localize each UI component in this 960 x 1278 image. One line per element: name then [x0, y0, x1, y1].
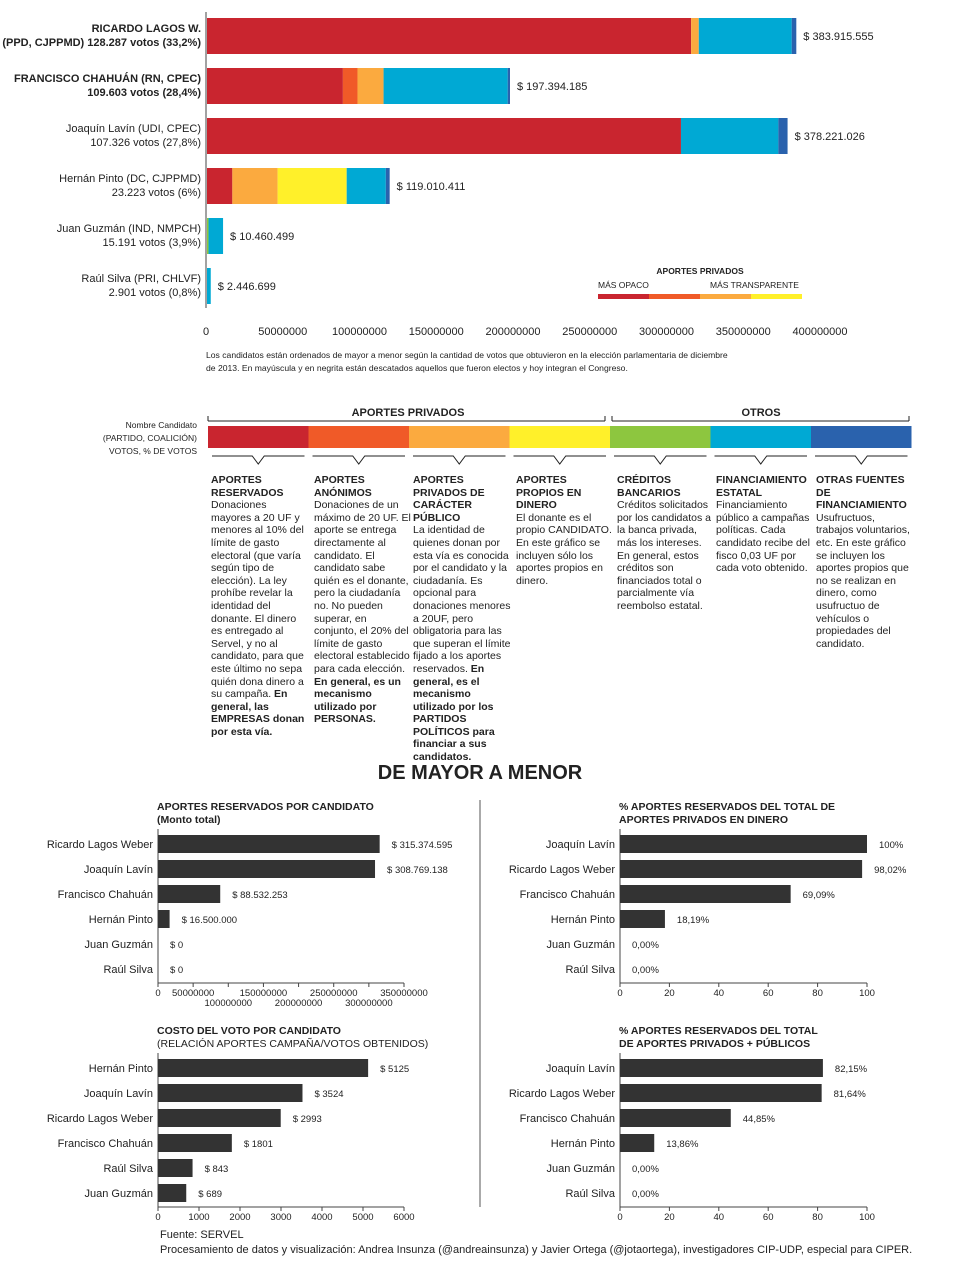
panel-category-label: Hernán Pinto	[550, 1138, 615, 1150]
panel-value-label: 0,00%	[632, 1164, 659, 1175]
panel-bar	[620, 910, 665, 928]
bar-panel	[509, 801, 907, 999]
panel-tick-label: 0	[617, 988, 623, 999]
panel-value-label: 81,64%	[833, 1089, 866, 1100]
key-label-party: (PARTIDO, COALICIÓN)	[102, 433, 197, 443]
stacked-bar-segment	[207, 168, 232, 204]
panel-bar	[620, 1084, 822, 1102]
legend-bracket	[413, 456, 506, 464]
legend-right-label: MÁS TRANSPARENTE	[710, 280, 799, 290]
panel-category-label: Francisco Chahuán	[519, 889, 615, 901]
panel-category-label: Juan Guzmán	[84, 1188, 153, 1200]
panel-category-label: Raúl Silva	[103, 1163, 153, 1175]
panel-tick-label: 100000000	[204, 998, 253, 1009]
stacked-bar-segment	[691, 18, 699, 54]
category-color-key	[0, 396, 960, 471]
panel-value-label: 100%	[879, 840, 904, 851]
panel-value-label: $ 689	[198, 1189, 223, 1200]
category-caracter-publico: APORTES PRIVADOS DE CARÁCTER PÚBLICO La identidad de quienes donan por esta vía es conocida por el candidato y la ciudadanía. Es opcional para donaciones menores a 20UF, pero obligatoria para las que superan el límite fijado a los aportes reservados. En general, es el mecanismo utilizado por los PARTIDOS POLÍTICOS para financiar a sus candidatos.	[413, 474, 511, 764]
bar-total-label: $ 383.915.555	[803, 31, 874, 43]
legend-color-swatch	[811, 426, 912, 448]
stacked-bar-segment	[508, 68, 510, 104]
stacked-bar-segment	[347, 168, 386, 204]
bar-panel	[47, 801, 453, 1009]
panel-category-label: Raúl Silva	[103, 964, 153, 976]
panel-category-label: Joaquín Lavín	[545, 1063, 615, 1075]
panel-value-label: 98,02%	[874, 865, 907, 876]
panel-value-label: $ 5125	[380, 1064, 410, 1075]
footer-source: Fuente: SERVEL	[160, 1229, 244, 1241]
candidate-votes-label: 107.326 votos (27,8%)	[90, 137, 201, 149]
x-tick-label: 150000000	[408, 326, 464, 338]
candidate-votes-label: 23.223 votos (6%)	[111, 187, 201, 199]
chart-note: de 2013. En mayúscula y en negrita están descatados aquellos que fueron electos y hoy integran el Congreso.	[206, 363, 628, 373]
panel-value-label: 69,09%	[802, 890, 835, 901]
stacked-bar-segment	[207, 68, 343, 104]
category-otras: OTRAS FUENTES DE FINANCIAMIENTO Usufructuos, trabajos voluntarios, etc. En este gráfico se incluyen los aportes propios que no se realizan en dinero, como usufructuo de vehículos o propiedades del candidato.	[816, 474, 910, 650]
panel-subtitle: (Monto total)	[157, 814, 221, 826]
panel-tick-label: 80	[812, 988, 823, 999]
legend-color-swatch	[309, 426, 410, 448]
panel-bar	[158, 835, 380, 853]
stacked-bar-segment	[232, 168, 277, 204]
stacked-bar-segment	[699, 18, 792, 54]
panel-title: % APORTES RESERVADOS DEL TOTAL DE	[619, 801, 836, 813]
panel-bar	[620, 835, 867, 853]
x-tick-label: 0	[202, 326, 210, 338]
candidate-row	[66, 118, 865, 154]
x-tick-label: 350000000	[715, 326, 771, 338]
panel-tick-label: 250000000	[309, 988, 358, 999]
panel-value-label: $ 0	[170, 965, 184, 976]
x-tick-label: 100000000	[331, 326, 388, 338]
panel-category-label: Ricardo Lagos Weber	[46, 839, 153, 851]
stacked-bar-segment	[384, 68, 508, 104]
panel-tick-label: 40	[713, 1212, 725, 1223]
legend-color-swatch	[208, 426, 309, 448]
panel-value-label: 44,85%	[742, 1114, 776, 1125]
panel-bar	[158, 860, 375, 878]
stacked-bar-segment	[207, 218, 209, 254]
key-label-name: Nombre Candidato	[125, 420, 197, 430]
panel-subtitle: DE APORTES PRIVADOS + PÚBLICOS	[619, 1038, 811, 1050]
panel-tick-label: 0	[155, 1212, 161, 1223]
panel-tick-label: 200000000	[274, 998, 323, 1009]
bar-panel	[509, 1025, 875, 1223]
bar-total-label: $ 378.221.026	[794, 131, 865, 143]
legend-color-swatch	[409, 426, 510, 448]
panel-tick-label: 20	[664, 988, 675, 999]
legend-swatch	[649, 294, 700, 299]
panel-category-label: Hernán Pinto	[550, 914, 615, 926]
panel-tick-label: 5000	[352, 1212, 374, 1223]
panel-tick-label: 2000	[229, 1212, 251, 1223]
panel-tick-label: 100	[859, 1212, 875, 1223]
candidate-name-label: Juan Guzmán (IND, NMPCH)	[56, 223, 201, 235]
panel-subtitle: (RELACIÓN APORTES CAMPAÑA/VOTOS OBTENIDOS)	[157, 1038, 429, 1050]
legend-color-swatch	[711, 426, 812, 448]
panel-tick-label: 3000	[270, 1212, 292, 1223]
category-estatal: FINANCIAMIENTO ESTATAL Financiamiento público a campañas políticas. Cada candidato recibe del fisco 0,03 UF por cada voto obtenido.	[716, 474, 810, 575]
panel-bar	[158, 1059, 368, 1077]
panel-tick-label: 40	[713, 988, 725, 999]
legend-bracket	[614, 456, 707, 464]
candidate-votes-label: 15.191 votos (3,9%)	[102, 237, 201, 249]
bar-total-label: $ 197.394.185	[517, 81, 588, 93]
bar-total-label: $ 119.010.411	[396, 181, 466, 193]
footer	[160, 1228, 912, 1258]
panel-bar	[158, 1134, 232, 1152]
panel-tick-label: 1000	[188, 1212, 210, 1223]
panel-tick-label: 80	[812, 1212, 823, 1223]
stacked-bar-segment	[386, 168, 390, 204]
panel-category-label: Joaquín Lavín	[83, 1088, 153, 1100]
stacked-bar-segment	[792, 18, 797, 54]
candidate-name-label: Hernán Pinto (DC, CJPPMD)	[59, 173, 201, 185]
panel-category-label: Francisco Chahuán	[519, 1113, 615, 1125]
panel-tick-label: 350000000	[380, 988, 428, 999]
panel-value-label: $ 843	[204, 1164, 229, 1175]
panel-value-label: 0,00%	[632, 940, 659, 951]
stacked-bar-segment	[357, 68, 383, 104]
panel-value-label: 82,15%	[834, 1064, 868, 1075]
legend-bracket	[212, 456, 305, 464]
panel-value-label: $ 2993	[292, 1114, 322, 1125]
panel-tick-label: 300000000	[345, 998, 393, 1009]
panel-value-label: 0,00%	[632, 965, 659, 976]
candidate-votes-label: 2.901 votos (0,8%)	[108, 287, 201, 299]
panel-bar	[158, 1109, 281, 1127]
panel-tick-label: 6000	[393, 1212, 415, 1223]
panel-tick-label: 4000	[311, 1212, 333, 1223]
stacked-bar-segment	[778, 118, 787, 154]
panel-value-label: 13,86%	[666, 1139, 699, 1150]
panel-value-label: $ 1801	[243, 1139, 273, 1150]
panel-title: APORTES RESERVADOS POR CANDIDATO	[157, 801, 374, 813]
panel-value-label: $ 0	[170, 940, 184, 951]
panel-bar	[620, 885, 791, 903]
bar-total-label: $ 2.446.699	[217, 281, 276, 293]
panel-category-label: Ricardo Lagos Weber	[508, 864, 615, 876]
category-reservados: APORTES RESERVADOS Donaciones mayores a 20 UF y menores al 10% del límite de gasto electoral (que varía según tipo de elección). La ley prohíbe revelar la identidad del donante. El dinero es entregado al Servel, y no al candidato, para que este último no sepa quién dona dinero a su campaña. En general, las EMPRESAS donan por esta vía.	[211, 474, 305, 738]
chart-note: Los candidatos están ordenados de mayor a menor según la cantidad de votos que obtuvieron en la elección parlamentaria de diciembre	[206, 350, 728, 360]
panel-subtitle: APORTES PRIVADOS EN DINERO	[619, 814, 788, 826]
group-otros-label: OTROS	[741, 407, 781, 419]
legend-swatch	[700, 294, 751, 299]
panel-value-label: $ 16.500.000	[181, 915, 238, 926]
candidate-row	[59, 168, 465, 204]
candidate-row	[57, 218, 295, 254]
stacked-bar-segment	[207, 268, 211, 304]
panel-value-label: $ 3524	[314, 1089, 344, 1100]
x-tick-label: 300000000	[638, 326, 695, 338]
panel-value-label: $ 315.374.595	[391, 840, 453, 851]
panel-category-label: Raúl Silva	[565, 964, 615, 976]
panel-value-label: $ 308.769.138	[387, 865, 448, 876]
panel-bar	[158, 1159, 193, 1177]
stacked-bar-segment	[681, 118, 778, 154]
panel-bar	[158, 1184, 186, 1202]
panel-category-label: Joaquín Lavín	[545, 839, 615, 851]
panel-category-label: Ricardo Lagos Weber	[46, 1113, 153, 1125]
panel-bar	[620, 1109, 731, 1127]
panel-tick-label: 0	[617, 1212, 623, 1223]
candidate-name-label: FRANCISCO CHAHUÁN (RN, CPEC)	[14, 73, 201, 85]
panel-category-label: Hernán Pinto	[88, 914, 153, 926]
candidate-name-label: Joaquín Lavín (UDI, CPEC)	[65, 123, 201, 135]
candidate-name-label: RICARDO LAGOS W.	[91, 23, 201, 35]
opacity-legend	[598, 266, 802, 299]
panel-bar	[158, 1084, 302, 1102]
panel-value-label: $ 88.532.253	[232, 890, 288, 901]
panel-tick-label: 60	[762, 1212, 774, 1223]
legend-swatch	[751, 294, 802, 299]
x-tick-label: 200000000	[485, 326, 541, 338]
panel-category-label: Francisco Chahuán	[57, 1138, 153, 1150]
panel-tick-label: 100	[859, 988, 875, 999]
legend-color-swatch	[610, 426, 711, 448]
small-multiples	[0, 795, 960, 1225]
section-title: DE MAYOR A MENOR	[377, 762, 583, 784]
bar-panel	[47, 1025, 429, 1223]
panel-category-label: Ricardo Lagos Weber	[508, 1088, 615, 1100]
panel-category-label: Joaquín Lavín	[83, 864, 153, 876]
panel-bar	[158, 885, 220, 903]
panel-title: COSTO DEL VOTO POR CANDIDATO	[157, 1025, 341, 1037]
legend-bracket	[514, 456, 607, 464]
candidate-votes-label: 109.603 votos (28,4%)	[87, 87, 201, 99]
candidate-row	[81, 268, 275, 304]
group-privados-label: APORTES PRIVADOS	[351, 407, 465, 419]
panel-category-label: Francisco Chahuán	[57, 889, 153, 901]
key-label-votes: VOTOS, % DE VOTOS	[108, 446, 197, 456]
panel-bar	[620, 1059, 823, 1077]
panel-value-label: 0,00%	[632, 1189, 659, 1200]
category-anonimos: APORTES ANÓNIMOS Donaciones de un máximo de 20 UF. El aporte se entrega directamente al candidato. El candidato sabe quién es el donante, pero la ciudadanía no. No pueden superar, en conjunto, el 20% del límite de gasto electoral establecido para cada elección. En general, es un mecanismo utilizado por PERSONAS.	[314, 474, 411, 726]
panel-title: % APORTES RESERVADOS DEL TOTAL	[619, 1025, 818, 1037]
legend-bracket	[313, 456, 406, 464]
legend-left-label: MÁS OPACO	[598, 280, 649, 290]
legend-swatch	[598, 294, 649, 299]
bar-total-label: $ 10.460.499	[230, 231, 295, 243]
stacked-bar-segment	[207, 18, 691, 54]
stacked-bar-segment	[207, 118, 681, 154]
x-tick-label: 50000000	[258, 326, 308, 338]
stacked-bar-segment	[209, 218, 224, 254]
panel-tick-label: 150000000	[239, 988, 288, 999]
category-legend-section	[0, 396, 960, 764]
stacked-bar-segment	[278, 168, 347, 204]
legend-bracket	[715, 456, 808, 464]
candidate-votes-label: (PPD, CJPPMD) 128.287 votos (33,2%)	[2, 37, 201, 49]
panel-bar	[158, 910, 170, 928]
panel-category-label: Hernán Pinto	[88, 1063, 153, 1075]
legend-title: APORTES PRIVADOS	[656, 266, 744, 276]
category-creditos: CRÉDITOS BANCARIOS Créditos solicitados por los candidatos a la banca privada, más los intereses. En general, estos créditos son financiados total o parcialmente vía reembolso estatal.	[617, 474, 711, 612]
panel-category-label: Raúl Silva	[565, 1188, 615, 1200]
candidate-row	[14, 68, 587, 104]
footer-credits: Procesamiento de datos y visualización: Andrea Insunza (@andreainsunza) y Javier Ortega (@jotaortega), investigadores CIP-UDP, especial para CIPER.	[160, 1244, 913, 1256]
candidate-name-label: Raúl Silva (PRI, CHLVF)	[81, 273, 201, 285]
legend-color-swatch	[510, 426, 611, 448]
panel-category-label: Juan Guzmán	[546, 1163, 615, 1175]
stacked-contributions-chart	[0, 0, 960, 385]
panel-tick-label: 60	[762, 988, 774, 999]
x-tick-label: 400000000	[792, 326, 848, 338]
stacked-bar-segment	[343, 68, 358, 104]
category-propios: APORTES PROPIOS EN DINERO El donante es el propio CANDIDATO. En este gráfico se incluyen sólo los aportes propios en dinero.	[516, 474, 612, 587]
panel-bar	[620, 860, 862, 878]
panel-value-label: 18,19%	[676, 915, 710, 926]
x-tick-label: 250000000	[562, 326, 618, 338]
panel-tick-label: 0	[155, 988, 161, 999]
panel-category-label: Juan Guzmán	[546, 939, 615, 951]
panel-tick-label: 20	[664, 1212, 675, 1223]
panel-bar	[620, 1134, 654, 1152]
legend-bracket	[815, 456, 908, 464]
panel-category-label: Juan Guzmán	[84, 939, 153, 951]
candidate-row	[2, 18, 873, 54]
panel-tick-label: 50000000	[172, 988, 215, 999]
